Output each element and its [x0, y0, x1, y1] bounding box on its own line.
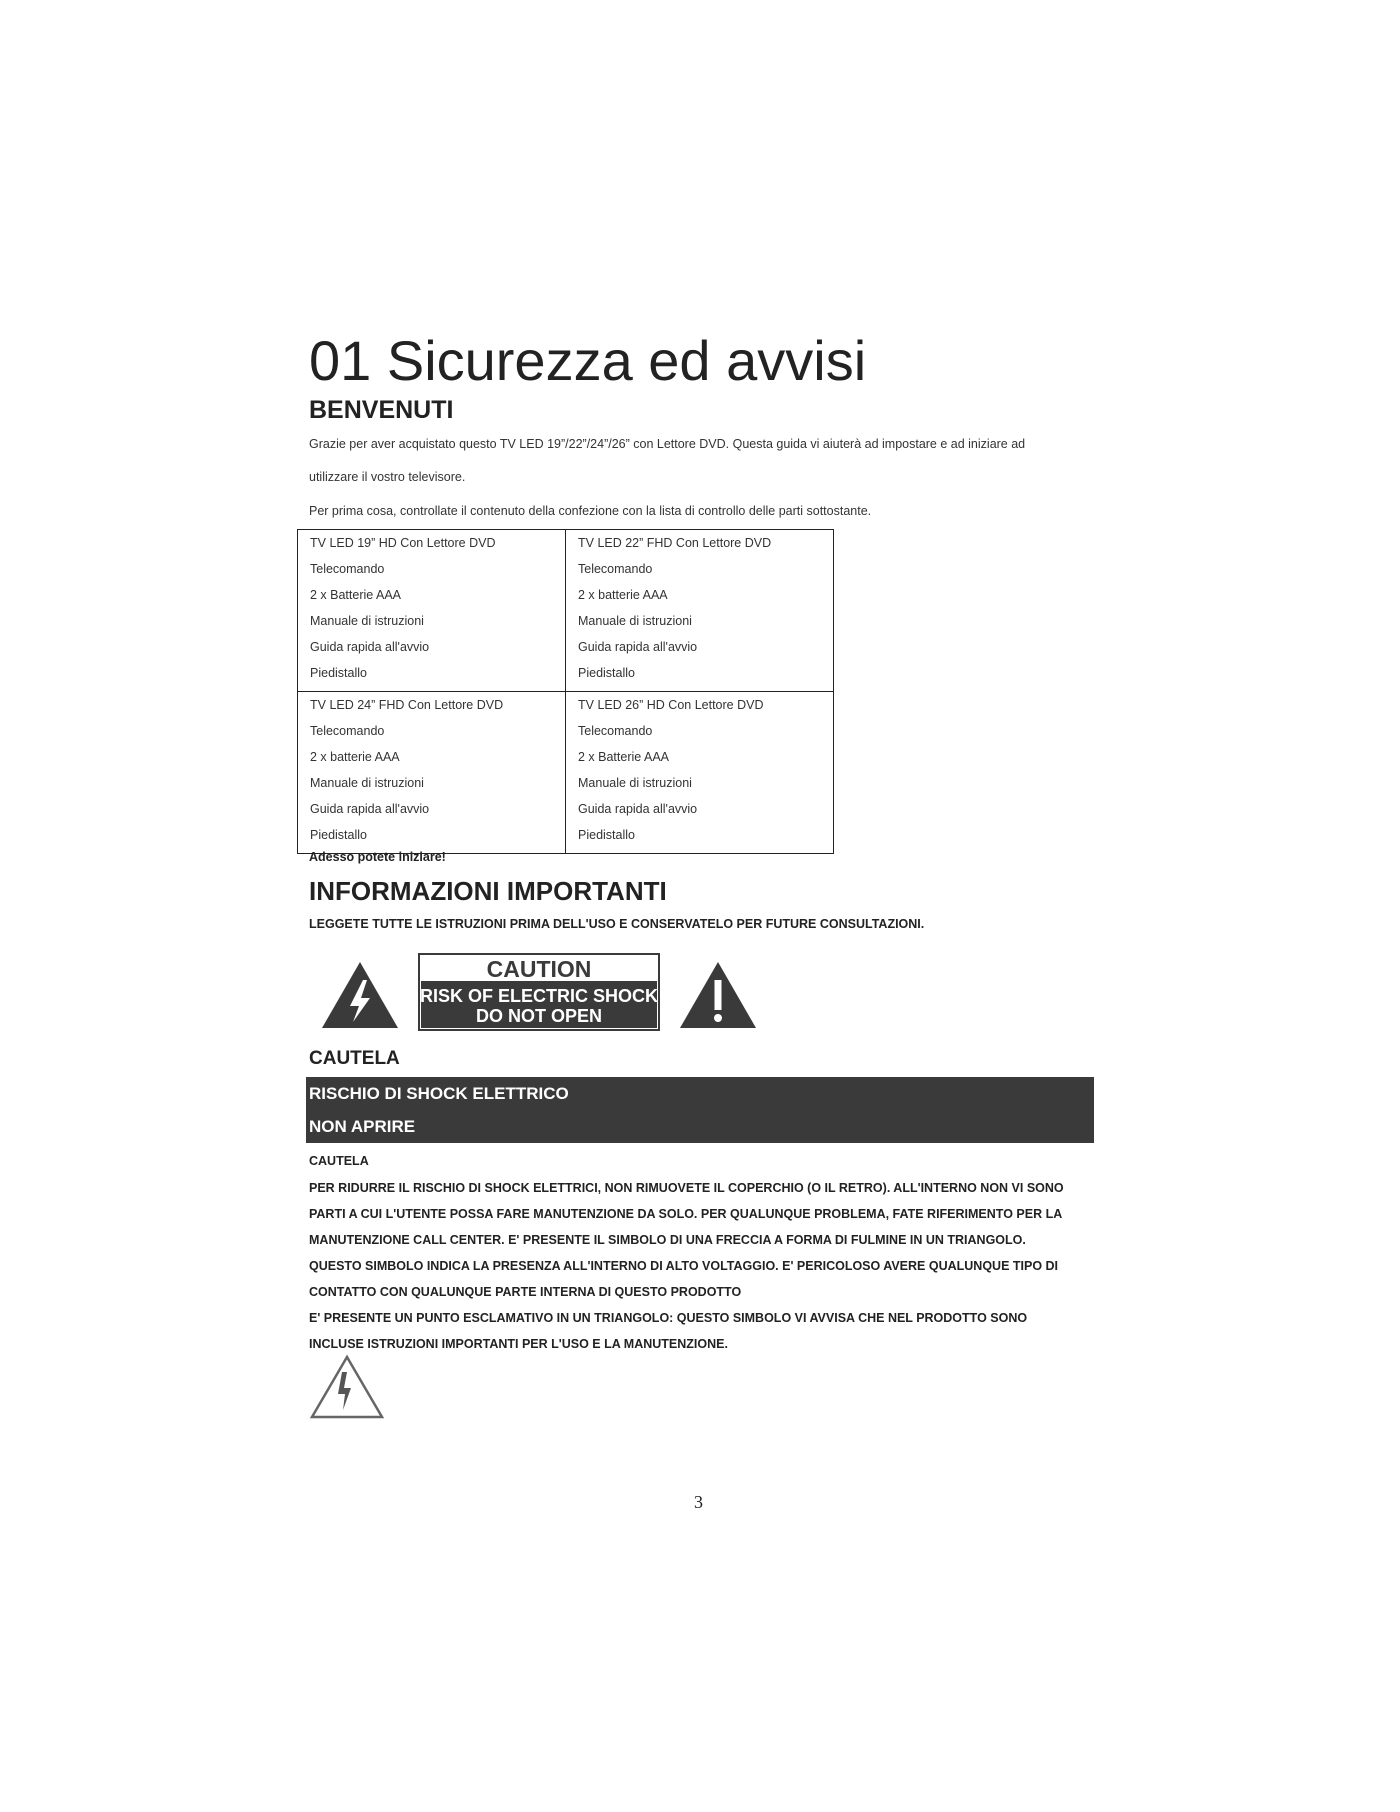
caution-label-title: CAUTION — [486, 956, 592, 982]
shock-warning-line2: NON APRIRE — [309, 1117, 416, 1136]
caution-label-icon — [418, 953, 660, 1031]
package-item: Telecomando — [578, 724, 653, 738]
package-cell — [298, 692, 566, 854]
exclamation-triangle-icon — [678, 960, 758, 1030]
cautela-line: PER RIDURRE IL RISCHIO DI SHOCK ELETTRICI, NON RIMUOVETE IL COPERCHIO (O IL RETRO). ALL'INTERNO NON VI SONO — [309, 1181, 1064, 1195]
package-item: TV LED 19” HD Con Lettore DVD — [310, 536, 496, 550]
package-item: Piedistallo — [310, 666, 367, 680]
package-item: TV LED 24” FHD Con Lettore DVD — [310, 698, 504, 712]
cautela-text — [309, 1180, 1064, 1362]
package-item: Telecomando — [578, 562, 653, 576]
lightning-triangle-icon — [320, 960, 400, 1030]
package-cell — [566, 530, 834, 692]
package-item: Guida rapida all'avvio — [310, 640, 430, 654]
package-item: 2 x batterie AAA — [578, 588, 668, 602]
package-item: Manuale di istruzioni — [310, 776, 424, 790]
welcome-intro-line1: Grazie per aver acquistato questo TV LED 19”/22”/24”/26” con Lettore DVD. Questa guida vi aiuterà ad impostare e ad iniziare ad — [309, 437, 1026, 451]
lightning-outline-triangle-icon — [309, 1354, 385, 1420]
package-item: Manuale di istruzioni — [578, 614, 692, 628]
cautela-line: E' PRESENTE UN PUNTO ESCLAMATIVO IN UN TRIANGOLO: QUESTO SIMBOLO VI AVVISA CHE NEL PRODOTTO SONO — [309, 1311, 1028, 1325]
page-number: 3 — [694, 1492, 703, 1512]
page-title: 01 Sicurezza ed avvisi — [309, 329, 867, 392]
caution-label-line1: RISK OF ELECTRIC SHOCK — [419, 986, 659, 1006]
package-contents-table — [297, 529, 834, 854]
package-item: Telecomando — [310, 562, 385, 576]
welcome-intro-line2: utilizzare il vostro televisore. — [309, 470, 466, 484]
package-cell — [298, 530, 566, 692]
package-item: Manuale di istruzioni — [578, 776, 692, 790]
package-item: 2 x batterie AAA — [310, 750, 400, 764]
cautela-line: PARTI A CUI L'UTENTE POSSA FARE MANUTENZIONE DA SOLO. PER QUALUNQUE PROBLEMA, FATE RIFERIMENTO PER LA — [309, 1207, 1063, 1221]
cautela-line: MANUTENZIONE CALL CENTER. E' PRESENTE IL SIMBOLO DI UNA FRECCIA A FORMA DI FULMINE IN UN TRIANGOLO. — [309, 1233, 1026, 1247]
read-notice: LEGGETE TUTTE LE ISTRUZIONI PRIMA DELL'USO E CONSERVATELO PER FUTURE CONSULTAZIONI. — [309, 917, 925, 931]
package-item: TV LED 26” HD Con Lettore DVD — [578, 698, 764, 712]
caution-label-line2: DO NOT OPEN — [475, 1006, 603, 1026]
shock-warning-bar — [306, 1077, 1094, 1143]
package-item: Manuale di istruzioni — [310, 614, 424, 628]
cautela-heading: CAUTELA — [309, 1048, 400, 1069]
shock-warning-line1: RISCHIO DI SHOCK ELETTRICO — [309, 1084, 569, 1103]
package-item: TV LED 22” FHD Con Lettore DVD — [578, 536, 772, 550]
important-heading: INFORMAZIONI IMPORTANTI — [309, 876, 667, 906]
package-item: 2 x Batterie AAA — [578, 750, 670, 764]
package-item: Piedistallo — [578, 828, 635, 842]
package-item: Telecomando — [310, 724, 385, 738]
package-item: Guida rapida all'avvio — [578, 802, 698, 816]
start-note: Adesso potete iniziare! — [309, 850, 446, 864]
welcome-heading: BENVENUTI — [309, 396, 454, 424]
package-item: 2 x Batterie AAA — [310, 588, 402, 602]
cautela-subheading: CAUTELA — [309, 1154, 369, 1168]
cautela-line: INCLUSE ISTRUZIONI IMPORTANTI PER L'USO E LA MANUTENZIONE. — [309, 1337, 728, 1351]
package-item: Guida rapida all'avvio — [310, 802, 430, 816]
package-item: Guida rapida all'avvio — [578, 640, 698, 654]
package-item: Piedistallo — [578, 666, 635, 680]
package-cell — [566, 692, 834, 854]
package-item: Piedistallo — [310, 828, 367, 842]
cautela-line: CONTATTO CON QUALUNQUE PARTE INTERNA DI QUESTO PRODOTTO — [309, 1285, 742, 1299]
cautela-line: QUESTO SIMBOLO INDICA LA PRESENZA ALL'INTERNO DI ALTO VOLTAGGIO. E' PERICOLOSO AVERE QUALUNQUE TIPO DI — [309, 1259, 1059, 1273]
welcome-check-line: Per prima cosa, controllate il contenuto della confezione con la lista di controllo delle parti sottostante. — [309, 504, 872, 518]
